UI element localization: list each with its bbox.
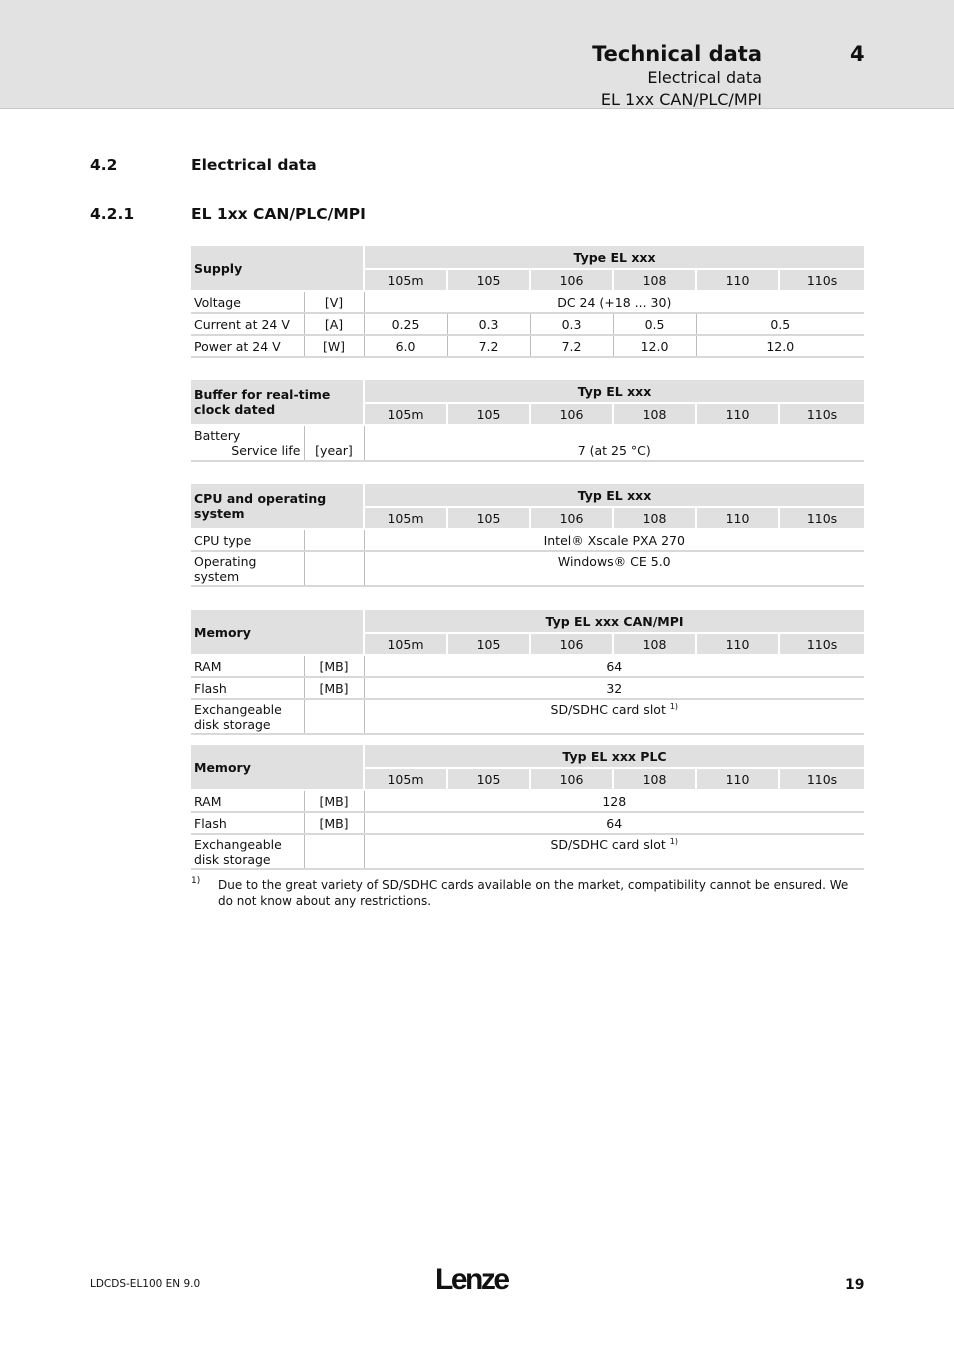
header-band xyxy=(0,0,954,109)
model-header: 110 xyxy=(696,403,779,425)
row-unit: [V] xyxy=(304,291,364,313)
model-header: 110 xyxy=(696,507,779,529)
disk-value: SD/SDHC card slot xyxy=(550,702,666,717)
row-unit: [W] xyxy=(304,335,364,357)
cell-value: Intel® Xscale PXA 270 xyxy=(364,529,864,551)
model-header: 105m xyxy=(364,269,447,291)
table-row xyxy=(191,551,864,586)
cell-value: 0.5 xyxy=(696,313,864,335)
row-label-line: disk storage xyxy=(194,717,271,732)
type-header: Type EL xxx xyxy=(364,246,864,269)
type-header: Typ EL xxx xyxy=(364,380,864,403)
cell-value: 7.2 xyxy=(530,335,613,357)
model-header: 106 xyxy=(530,403,613,425)
row-label: Flash xyxy=(191,812,304,834)
type-header: Typ EL xxx PLC xyxy=(364,745,864,768)
footnote-text: Due to the great variety of SD/SDHC cards available on the market, compatibility cannot be ensured. We do not know about any restrictions. xyxy=(218,878,849,908)
model-header: 110s xyxy=(779,269,864,291)
model-header: 108 xyxy=(613,403,696,425)
type-header: Typ EL xxx CAN/MPI xyxy=(364,610,864,633)
model-header: 108 xyxy=(613,507,696,529)
cell-value: 32 xyxy=(364,677,864,699)
model-header: 106 xyxy=(530,633,613,655)
row-unit: [A] xyxy=(304,313,364,335)
cell-value: 7.2 xyxy=(447,335,530,357)
model-header: 105 xyxy=(447,633,530,655)
row-label: Power at 24 V xyxy=(191,335,304,357)
row-label: Current at 24 V xyxy=(191,313,304,335)
row-unit xyxy=(304,699,364,734)
model-header: 105 xyxy=(447,269,530,291)
row-unit: [MB] xyxy=(304,790,364,812)
row-label-line: Exchangeable xyxy=(194,837,282,852)
document-id: LDCDS-EL100 EN 9.0 xyxy=(90,1278,201,1290)
cell-value: 64 xyxy=(364,655,864,677)
row-label xyxy=(191,551,304,586)
group-header: Buffer for real-time clock dated xyxy=(191,380,364,425)
cpu-table xyxy=(191,484,864,587)
section-number: 4.2 xyxy=(90,156,118,174)
table-row xyxy=(191,313,864,335)
table-row xyxy=(191,790,864,812)
cell-value: 0.3 xyxy=(447,313,530,335)
cell-value: 0.5 xyxy=(613,313,696,335)
table-row xyxy=(191,699,864,734)
table-row xyxy=(191,655,864,677)
chapter-title: Technical data xyxy=(592,42,762,66)
model-header: 105 xyxy=(447,507,530,529)
row-label-line: Exchangeable xyxy=(194,702,282,717)
cell-value: 12.0 xyxy=(696,335,864,357)
disk-value: SD/SDHC card slot xyxy=(550,837,666,852)
row-unit xyxy=(304,551,364,586)
model-header: 105m xyxy=(364,507,447,529)
row-label xyxy=(191,834,304,869)
model-header: 110s xyxy=(779,768,864,790)
model-header: 110s xyxy=(779,633,864,655)
model-header: 110 xyxy=(696,633,779,655)
cell-value: 7 (at 25 °C) xyxy=(364,425,864,461)
cell-value xyxy=(364,834,864,869)
table-row xyxy=(191,677,864,699)
table-row xyxy=(191,291,864,313)
cell-value: 6.0 xyxy=(364,335,447,357)
header-subsection: EL 1xx CAN/PLC/MPI xyxy=(600,90,762,109)
group-header: Supply xyxy=(191,246,364,291)
row-unit xyxy=(304,529,364,551)
group-header: Memory xyxy=(191,745,364,790)
cell-value: 128 xyxy=(364,790,864,812)
model-header: 105m xyxy=(364,633,447,655)
cell-value: 0.3 xyxy=(530,313,613,335)
row-unit: [MB] xyxy=(304,812,364,834)
cell-value: Windows® CE 5.0 xyxy=(364,551,864,586)
buffer-table xyxy=(191,380,864,462)
memory-plc-table xyxy=(191,745,864,870)
model-header: 108 xyxy=(613,768,696,790)
table-row xyxy=(191,529,864,551)
row-label: CPU type xyxy=(191,529,304,551)
model-header: 110 xyxy=(696,768,779,790)
cell-value: 64 xyxy=(364,812,864,834)
row-unit xyxy=(304,834,364,869)
row-label: Voltage xyxy=(191,291,304,313)
row-label-line: Operating xyxy=(194,554,257,569)
row-unit: [year] xyxy=(304,425,364,461)
group-header: CPU and operating system xyxy=(191,484,364,529)
cell-value xyxy=(364,699,864,734)
row-label-line: Service life xyxy=(231,443,301,458)
row-label xyxy=(191,425,304,461)
lenze-logo xyxy=(434,1262,518,1300)
model-header: 110s xyxy=(779,403,864,425)
footnote-ref: 1) xyxy=(669,702,679,711)
supply-table xyxy=(191,246,864,358)
subsection-title: EL 1xx CAN/PLC/MPI xyxy=(191,205,366,223)
row-label-line: system xyxy=(194,569,240,584)
table-row xyxy=(191,812,864,834)
cell-value: 12.0 xyxy=(613,335,696,357)
model-header: 105 xyxy=(447,768,530,790)
chapter-number: 4 xyxy=(850,42,865,66)
model-header: 106 xyxy=(530,768,613,790)
table-row xyxy=(191,335,864,357)
type-header: Typ EL xxx xyxy=(364,484,864,507)
row-label-line: Battery xyxy=(194,428,241,443)
memory-can-table xyxy=(191,610,864,735)
model-header: 108 xyxy=(613,633,696,655)
logo-text: Lenze xyxy=(435,1263,508,1296)
table-row xyxy=(191,834,864,869)
model-header: 105m xyxy=(364,768,447,790)
row-label: Flash xyxy=(191,677,304,699)
page-number: 19 xyxy=(845,1277,865,1293)
header-section: Electrical data xyxy=(647,68,762,87)
row-label: RAM xyxy=(191,790,304,812)
group-header: Memory xyxy=(191,610,364,655)
subsection-number: 4.2.1 xyxy=(90,205,135,223)
model-header: 106 xyxy=(530,269,613,291)
row-label: RAM xyxy=(191,655,304,677)
section-title: Electrical data xyxy=(191,156,317,174)
cell-value: 0.25 xyxy=(364,313,447,335)
model-header: 110s xyxy=(779,507,864,529)
row-label xyxy=(191,699,304,734)
table-row xyxy=(191,425,864,461)
row-unit: [MB] xyxy=(304,677,364,699)
cell-value: DC 24 (+18 ... 30) xyxy=(364,291,864,313)
footnote-mark: 1) xyxy=(191,876,201,886)
model-header: 105 xyxy=(447,403,530,425)
row-label-line: disk storage xyxy=(194,852,271,867)
row-unit: [MB] xyxy=(304,655,364,677)
model-header: 105m xyxy=(364,403,447,425)
model-header: 110 xyxy=(696,269,779,291)
model-header: 108 xyxy=(613,269,696,291)
model-header: 106 xyxy=(530,507,613,529)
footnote-ref: 1) xyxy=(669,837,679,846)
